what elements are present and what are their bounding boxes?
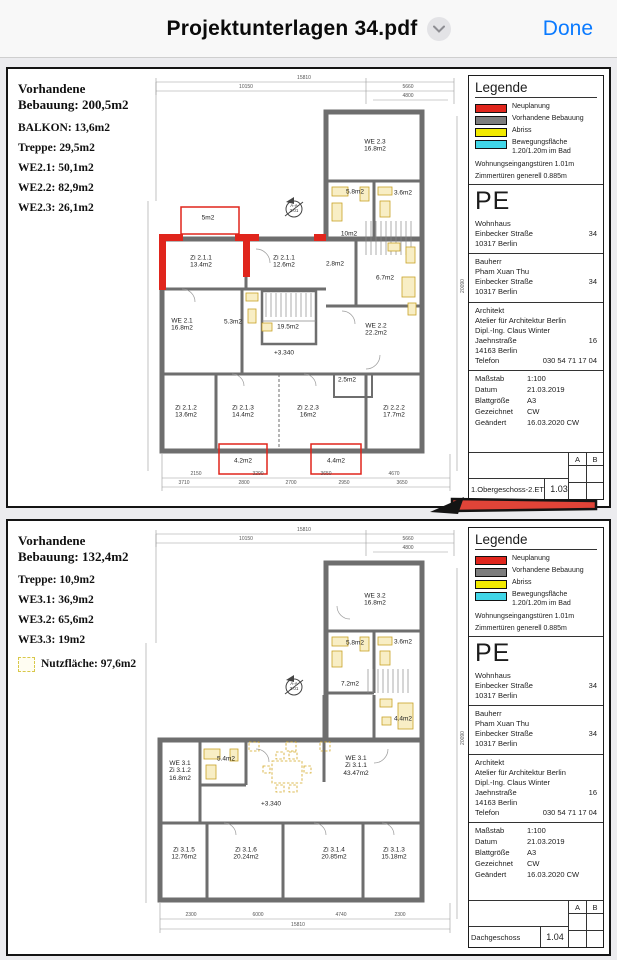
balcony-label: 4.4m2 — [326, 457, 346, 465]
bauherr-block: Bauherr Pham Xuan Thu Einbecker Straße 34 10317 Berlin — [469, 705, 603, 754]
wohnhaus-block: Wohnhaus Einbecker Straße 34 10317 Berlin — [475, 670, 597, 700]
level-label: +3.340 — [260, 800, 282, 808]
level-label: +3.340 — [273, 349, 295, 357]
legend-swatch-bewegung — [475, 592, 507, 601]
room-label: 2.5m2 — [337, 376, 357, 384]
title-block — [468, 527, 604, 948]
room-label: Zi 2.1.2 13.6m2 — [175, 404, 197, 419]
dim-label: 4800 — [402, 93, 414, 99]
dim-label: 2800 — [238, 480, 250, 486]
dim-label: 4740 — [335, 912, 347, 918]
floor-plan-obergeschoss — [136, 71, 476, 499]
dim-label: 5660 — [402, 536, 414, 542]
document-title: Projektunterlagen 34.pdf — [166, 16, 418, 40]
room-label: Zi 3.1.6 20.24m2 — [233, 846, 259, 861]
legend-swatch-neuplanung — [475, 556, 507, 565]
dim-label: 20090 — [460, 731, 466, 745]
dim-label: 10150 — [239, 536, 253, 542]
floor-plan-drawing — [136, 523, 476, 951]
legend: Legende Neuplanung Vorhandene Bebauung Abriss Bewegungsfläche 1.20/1.20m im Bad Wohnungseingangstüren 1.01m Zimmertüren generell 0.885m — [469, 76, 603, 185]
sheet-id-block — [469, 452, 603, 499]
legend-swatch-abriss — [475, 580, 507, 589]
floor-plan-dachgeschoss — [136, 523, 476, 951]
project-code: PE — [475, 638, 511, 667]
legend-swatch-vorhandene — [475, 116, 507, 125]
bauherr-block: Bauherr Pham Xuan Thu Einbecker Straße 34 10317 Berlin — [469, 253, 603, 302]
section-marker-label: A-A 3.01 — [289, 203, 299, 213]
room-label: 3.6m2 — [393, 189, 413, 197]
dim-label: 3650 — [396, 480, 408, 486]
room-label: WE 2.2 22.2m2 — [365, 322, 387, 337]
sheet-number: 1.03 — [544, 479, 573, 499]
room-label: WE 3.2 16.8m2 — [364, 592, 386, 607]
project-code: PE — [475, 186, 511, 215]
wohnhaus-block: Wohnhaus Einbecker Straße 34 10317 Berlin — [475, 218, 597, 248]
room-label: Zi 3.1.3 15.18m2 — [381, 846, 407, 861]
balcony-label: 4.2m2 — [233, 457, 253, 465]
dim-label: 3650 — [320, 471, 332, 477]
room-label: 3.6m2 — [393, 638, 413, 646]
room-label: Zi 2.1.1 13.4m2 — [190, 254, 212, 269]
room-label: 5.8m2 — [345, 639, 365, 647]
dim-label: 2700 — [285, 480, 297, 486]
room-label: Zi 2.1.1 12.6m2 — [273, 254, 295, 269]
pdf-page-1-obergeschoss — [6, 67, 611, 508]
done-button[interactable]: Done — [542, 16, 593, 40]
dim-label: 2150 — [190, 471, 202, 477]
sheet-name: Dachgeschoss — [471, 932, 521, 942]
room-label: 19.5m2 — [277, 323, 299, 331]
legend-swatch-vorhandene — [475, 568, 507, 577]
sheet-number: 1.04 — [540, 927, 569, 947]
room-label: 5.3m2 — [223, 318, 243, 326]
room-label: 5m2 — [201, 214, 215, 222]
sheet-id-block — [469, 900, 603, 947]
area-summary-block: Vorhandene Bebauung: 200,5m2 BALKON: 13,6m2 Treppe: 29,5m2 WE2.1: 50,1m2 WE2.2: 82,9m2 WE2.3: 26,1m2 — [18, 81, 129, 214]
room-label: Zi 3.1.5 12.76m2 — [171, 846, 197, 861]
room-label: Zi 3.1.4 20.85m2 — [321, 846, 347, 861]
pdf-document-area[interactable] — [0, 57, 617, 960]
dim-label: 2950 — [338, 480, 350, 486]
room-label: 2.8m2 — [325, 260, 345, 268]
dim-label: 15810 — [297, 75, 311, 81]
area-summary-block: Vorhandene Bebauung: 132,4m2 Treppe: 10,9m2 WE3.1: 36,9m2 WE3.2: 65,6m2 WE3.3: 19m2 Nutzfläche: 97,6m2 — [18, 533, 137, 670]
pdf-viewer-header — [0, 0, 617, 58]
room-label: 4.4m2 — [393, 715, 413, 723]
title-block — [468, 75, 604, 500]
room-label: WE 3.1 Zi 3.1.1 43.47m2 — [343, 755, 369, 777]
dim-label: 15810 — [291, 922, 305, 928]
room-label: 7.2m2 — [340, 680, 360, 688]
legend-swatch-abriss — [475, 128, 507, 137]
legend: Legende Neuplanung Vorhandene Bebauung Abriss Bewegungsfläche 1.20/1.20m im Bad Wohnungseingangstüren 1.01m Zimmertüren generell 0.885m — [469, 528, 603, 637]
legend-title: Legende — [475, 532, 597, 550]
room-label: WE 3.1 Zi 3.1.2 16.8m2 — [169, 760, 191, 782]
dim-label: 4670 — [388, 471, 400, 477]
room-label: WE 2.3 16.8m2 — [364, 138, 386, 153]
dim-label: 4800 — [402, 545, 414, 551]
dim-label: 15810 — [297, 527, 311, 533]
room-label: 6.7m2 — [375, 274, 395, 282]
chevron-down-icon — [433, 25, 445, 33]
dim-label: 20090 — [460, 279, 466, 293]
dim-label: 2300 — [185, 912, 197, 918]
legend-swatch-bewegung — [475, 140, 507, 149]
drawing-meta: Maßstab 1:100 Datum 21.03.2019 Blattgröße A3 Gezeichnet CW Geändert 16.03.2020 CW — [469, 822, 603, 900]
room-label: 10m2 — [340, 230, 358, 238]
floor-plan-drawing — [136, 71, 476, 499]
red-arrow-annotation — [422, 493, 602, 517]
legend-swatch-neuplanung — [475, 104, 507, 113]
room-label: 5.8m2 — [345, 188, 365, 196]
pdf-page-2-dachgeschoss — [6, 519, 611, 956]
dim-label: 6000 — [252, 912, 264, 918]
revision-grid: A B — [568, 453, 603, 499]
dim-label: 3290 — [252, 471, 264, 477]
room-label: WE 2.1 16.8m2 — [171, 317, 193, 332]
nutzflaeche-swatch — [18, 657, 35, 672]
section-marker-label: A-A 3.01 — [289, 681, 299, 691]
drawing-meta: Maßstab 1:100 Datum 21.03.2019 Blattgröße A3 Gezeichnet CW Geändert 16.03.2020 CW — [469, 370, 603, 452]
dim-label: 3710 — [178, 480, 190, 486]
room-label: Zi 2.1.3 14.4m2 — [232, 404, 254, 419]
architekt-block: Architekt Atelier für Architektur Berlin Dipl.-Ing. Claus Winter Jaehnstraße 16 14163 Berlin Telefon 030 54 71 17 04 — [469, 302, 603, 371]
dim-label: 2300 — [394, 912, 406, 918]
dim-label: 5660 — [402, 84, 414, 90]
room-label: Zi 2.2.2 17.7m2 — [383, 404, 405, 419]
sheet-name: 1.Obergeschoss-2.ET — [471, 484, 544, 494]
room-label: Zi 2.2.3 16m2 — [297, 404, 319, 419]
architekt-block: Architekt Atelier für Architektur Berlin Dipl.-Ing. Claus Winter Jaehnstraße 16 14163 Berlin Telefon 030 54 71 17 04 — [469, 754, 603, 823]
dim-label: 10150 — [239, 84, 253, 90]
room-label: 5.4m2 — [216, 755, 236, 763]
revision-grid: A B — [568, 901, 603, 947]
legend-title: Legende — [475, 80, 597, 98]
title-menu-button[interactable] — [427, 17, 451, 41]
